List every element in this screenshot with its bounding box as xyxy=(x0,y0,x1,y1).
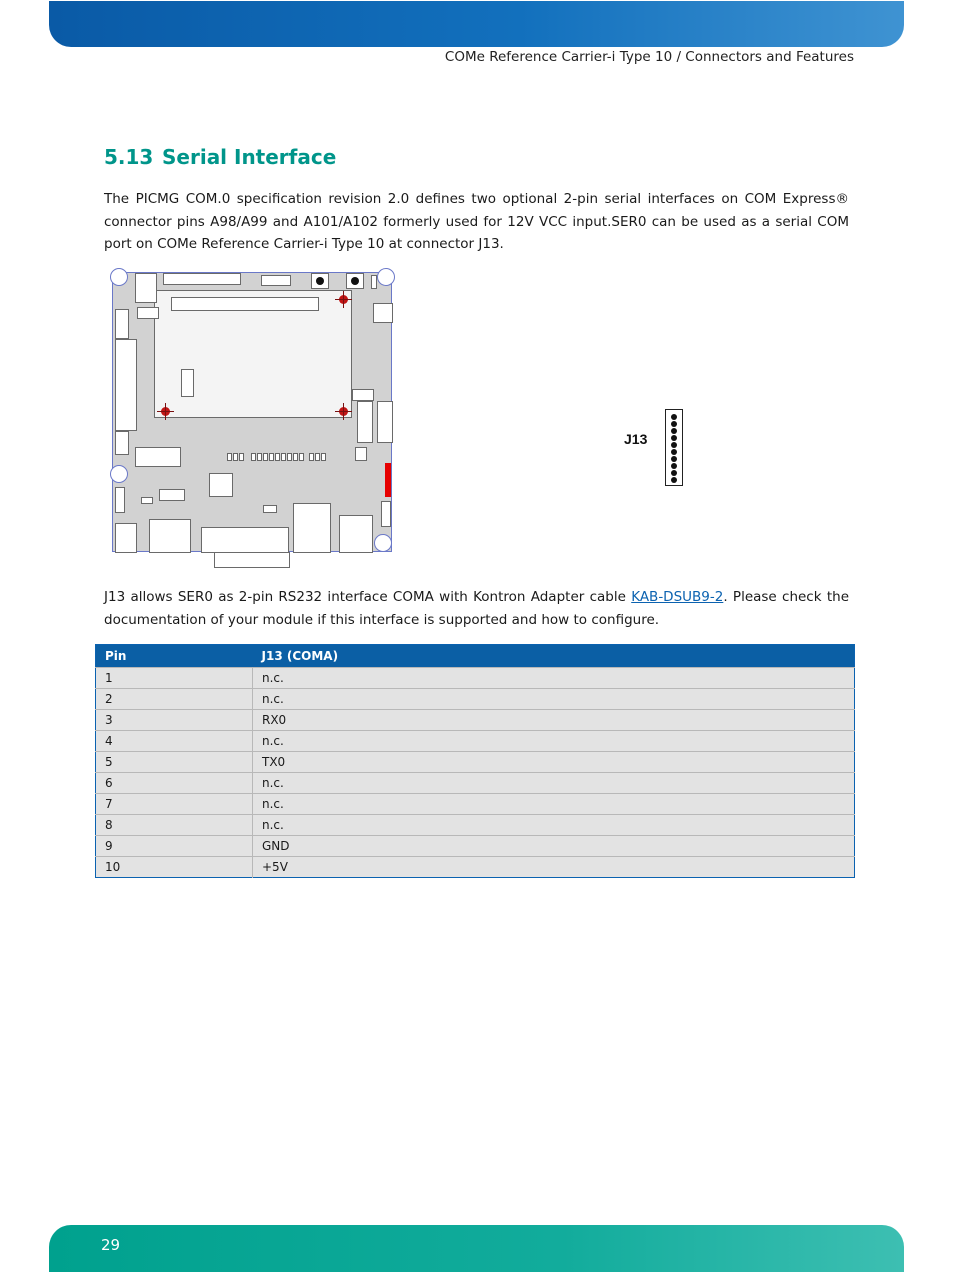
signal-cell: +5V xyxy=(253,857,855,878)
signal-cell: n.c. xyxy=(253,668,855,689)
j13-connector xyxy=(665,409,683,486)
power-jack xyxy=(135,273,157,303)
right-small-part xyxy=(381,501,391,527)
pin-cell: 10 xyxy=(96,857,253,878)
right-small-part xyxy=(352,389,374,401)
connector-pin xyxy=(671,414,677,420)
right-small-part xyxy=(355,447,367,461)
section-number: 5.13 xyxy=(104,145,154,169)
j13-highlight xyxy=(385,463,391,497)
table-row xyxy=(96,857,855,878)
usage-paragraph xyxy=(104,586,849,631)
usage-text-end: . Please check the documentation of your module if this interface is supported and how to configure. xyxy=(104,589,849,628)
left-small-connector xyxy=(115,431,129,455)
connector-pin xyxy=(671,421,677,427)
signal-cell: RX0 xyxy=(253,710,855,731)
table-row xyxy=(96,815,855,836)
bottom-left-connector xyxy=(115,523,137,553)
signal-cell: n.c. xyxy=(253,731,855,752)
center-chip xyxy=(209,473,233,497)
small-part xyxy=(263,505,277,513)
signal-cell: n.c. xyxy=(253,815,855,836)
mounting-hole xyxy=(339,407,348,416)
table-row xyxy=(96,668,855,689)
page-number: 29 xyxy=(101,1236,121,1254)
corner-marker xyxy=(377,268,395,286)
pin-cell: 3 xyxy=(96,710,253,731)
corner-marker xyxy=(110,268,128,286)
header-banner xyxy=(49,1,904,47)
pin-cell: 2 xyxy=(96,689,253,710)
intro-paragraph: The PICMG COM.0 specification revision 2.0 defines two optional 2-pin serial interfaces on COM Express® connector pins A98/A99 and A101/A102 formerly used for 12V VCC input.SER0 can be used as a serial COM port on COMe Reference Carrier-i Type 10 at connector J13. xyxy=(104,191,849,252)
column-header-pin: Pin xyxy=(96,645,253,668)
sata-connector xyxy=(357,401,373,443)
top-header xyxy=(163,273,241,285)
corner-marker xyxy=(110,465,128,483)
footer-banner xyxy=(49,1225,904,1272)
signal-cell: n.c. xyxy=(253,773,855,794)
left-part xyxy=(137,307,159,319)
module-chip xyxy=(181,369,194,397)
left-long-connector xyxy=(115,339,137,431)
corner-marker xyxy=(374,534,392,552)
kab-dsub9-2-link[interactable]: KAB-DSUB9-2 xyxy=(631,589,724,605)
small-header xyxy=(159,489,185,501)
bottom-connector xyxy=(201,527,289,553)
table-row xyxy=(96,731,855,752)
table-row xyxy=(96,836,855,857)
bottom-connector xyxy=(149,519,191,553)
usage-text-start: J13 allows SER0 as 2-pin RS232 interface COMA with Kontron Adapter cable xyxy=(104,589,632,605)
pin-cell: 5 xyxy=(96,752,253,773)
table-header-row xyxy=(96,645,855,668)
connector-pin xyxy=(671,442,677,448)
connector-pin xyxy=(671,435,677,441)
column-header-signal: J13 (COMA) xyxy=(253,645,855,668)
button-dot xyxy=(316,277,324,285)
table-row xyxy=(96,689,855,710)
bottom-connector xyxy=(339,515,373,553)
top-pin-header xyxy=(261,275,291,286)
sata-connector xyxy=(377,401,393,443)
pin-assignment-table xyxy=(95,644,855,878)
section-title-text: Serial Interface xyxy=(162,145,337,169)
pin-cell: 1 xyxy=(96,668,253,689)
connector-pin xyxy=(671,463,677,469)
bottom-connector xyxy=(293,503,331,553)
connector-pin xyxy=(671,470,677,476)
table-row xyxy=(96,794,855,815)
pin-cell: 7 xyxy=(96,794,253,815)
table-row xyxy=(96,710,855,731)
signal-cell: n.c. xyxy=(253,689,855,710)
carrier-board-figure xyxy=(108,268,398,568)
left-pins xyxy=(115,487,125,513)
j13-label: J13 xyxy=(624,431,648,447)
table-row xyxy=(96,773,855,794)
pin-cell: 8 xyxy=(96,815,253,836)
signal-cell: GND xyxy=(253,836,855,857)
carrier-board xyxy=(112,272,392,552)
bottom-overhang-connector xyxy=(214,552,290,568)
right-part xyxy=(373,303,393,323)
section-heading xyxy=(104,145,336,169)
connector-pin xyxy=(671,449,677,455)
connector-pin xyxy=(671,477,677,483)
mounting-hole xyxy=(161,407,170,416)
mounting-hole xyxy=(339,295,348,304)
connector-pin xyxy=(671,456,677,462)
left-connector xyxy=(115,309,129,339)
button-dot xyxy=(351,277,359,285)
small-part xyxy=(141,497,153,504)
connector-pin xyxy=(671,428,677,434)
table-row xyxy=(96,752,855,773)
running-header: COMe Reference Carrier-i Type 10 / Connectors and Features xyxy=(444,49,854,65)
signal-cell: TX0 xyxy=(253,752,855,773)
left-header xyxy=(135,447,181,467)
pin-cell: 4 xyxy=(96,731,253,752)
signal-cell: n.c. xyxy=(253,794,855,815)
pin-cell: 6 xyxy=(96,773,253,794)
pin-cell: 9 xyxy=(96,836,253,857)
module-connector xyxy=(171,297,319,311)
